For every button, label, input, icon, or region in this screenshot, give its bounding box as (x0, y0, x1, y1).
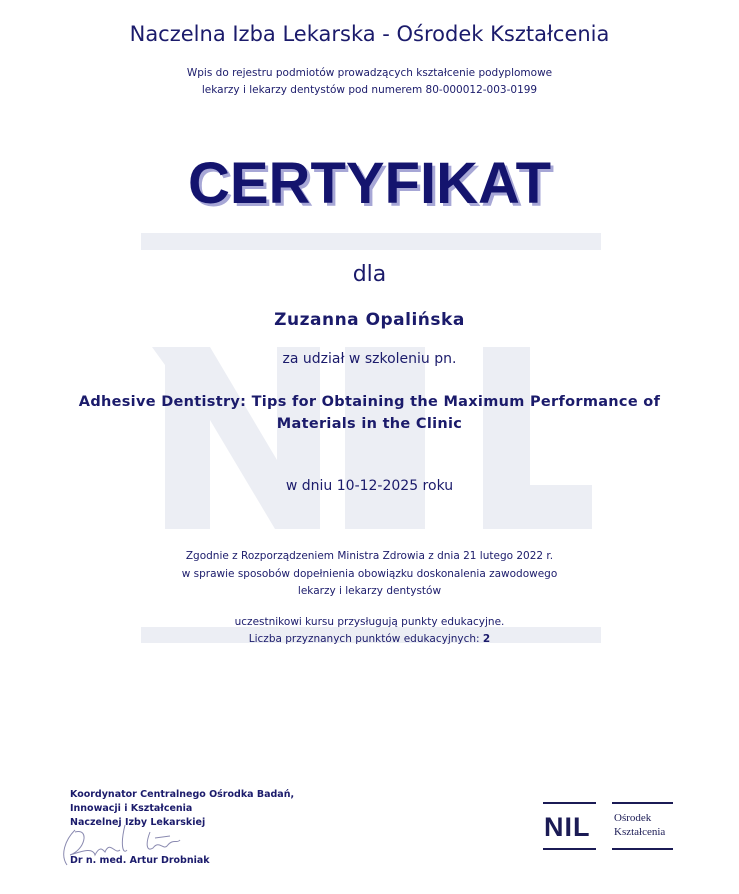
legal-line-2: w sprawie sposobów dopełnienia obowiązku doskonalenia zawodowego (181, 568, 558, 580)
registry-line-1: Wpis do rejestru podmiotów prowadzących kształcenie podyplomowe (186, 67, 553, 79)
certificate-heading: CERTYFIKAT (187, 151, 551, 216)
points-value: 2 (482, 633, 491, 645)
signatory-role-1: Koordynator Centralnego Ośrodka Badań, (70, 789, 295, 800)
logo-line (612, 848, 673, 850)
legal-line-1: Zgodnie z Rozporządzeniem Ministra Zdrowia z dnia 21 lutego 2022 r. (185, 550, 554, 562)
signatory-name: Dr n. med. Artur Drobniak (70, 855, 210, 866)
logo-line (543, 802, 596, 804)
registry-line-2: lekarzy i lekarzy dentystów pod numerem 80-000012-003-0199 (201, 84, 538, 96)
logo-line (543, 848, 596, 850)
recipient-name: Zuzanna Opalińska (274, 310, 465, 330)
decorative-bar-top (141, 233, 601, 250)
legal-line-3: lekarzy i lekarzy dentystów (297, 585, 442, 597)
points-label: Liczba przyznanych punktów edukacyjnych: (248, 633, 483, 645)
logo-mark: NIL (544, 812, 591, 842)
points-count (0, 633, 739, 645)
course-date: w dniu 10-12-2025 roku (285, 478, 454, 494)
signatory-role-3: Naczelnej Izby Lekarskiej (70, 817, 206, 828)
signatory-role-2: Innowacji i Kształcenia (70, 803, 193, 814)
logo-text-2: Kształcenia (614, 826, 666, 838)
logo-text-1: Ośrodek (614, 812, 652, 824)
watermark-letter-i (345, 347, 425, 529)
course-title-line-2: Materials in the Clinic (276, 416, 463, 432)
for-label: dla (352, 262, 387, 287)
organization-title: Naczelna Izba Lekarska - Ośrodek Kształcenia (129, 22, 610, 46)
logo-line (612, 802, 673, 804)
watermark-letter-l (483, 347, 592, 529)
points-text: uczestnikowi kursu przysługują punkty edukacyjne. (234, 616, 505, 628)
participation-text: za udział w szkoleniu pn. (282, 351, 457, 367)
course-title-line-1: Adhesive Dentistry: Tips for Obtaining the Maximum Performance of (78, 394, 661, 410)
watermark-letter-n (152, 347, 320, 529)
